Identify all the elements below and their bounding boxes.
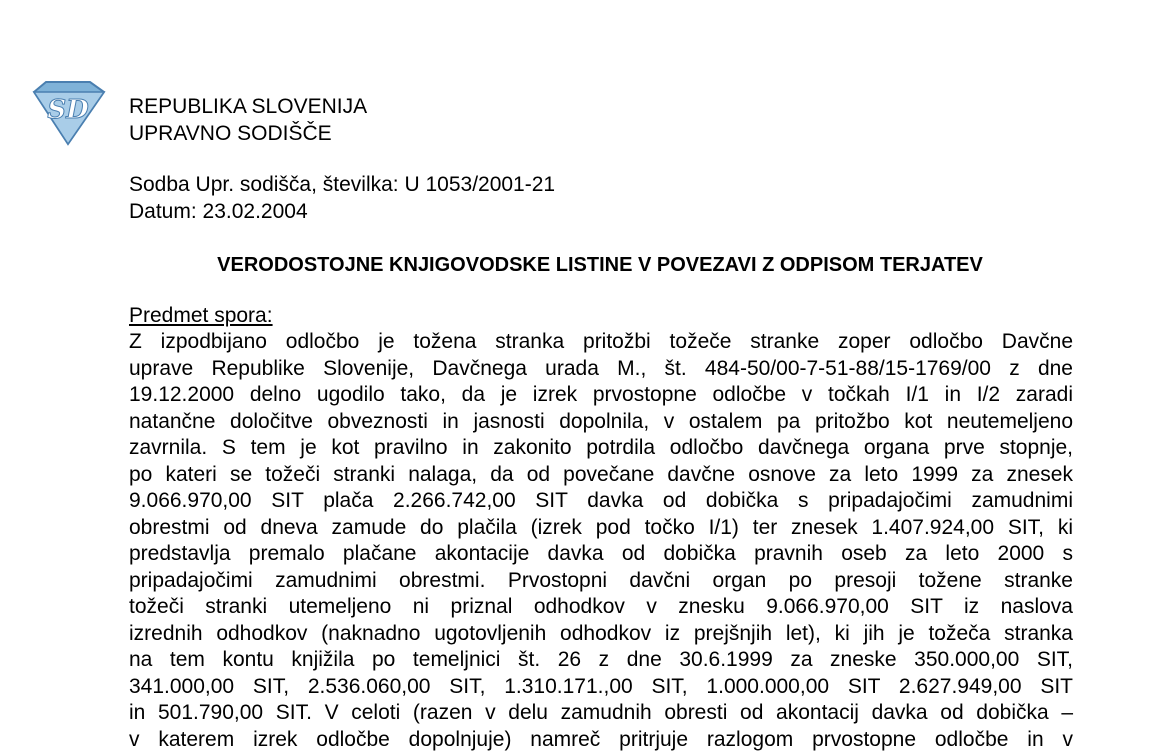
- header-country: REPUBLIKA SLOVENIJA: [129, 93, 367, 120]
- document-meta: [129, 171, 555, 225]
- body-line: predstavlja premalo plačane akontacije davka od dobička pravnih oseb za leto 2000 s: [129, 541, 1073, 568]
- body-line: Z izpodbijano odločbo je tožena stranka pritožbi tožeče stranke zoper odločbo Davčne: [129, 329, 1073, 356]
- body-line: po kateri se tožeči stranki nalaga, da od povečane davčne osnove za leto 1999 za znesek: [129, 462, 1073, 489]
- body-line: natančne določitve obveznosti in jasnosti dopolnila, v ostalem pa pritožbo kot neutemeljeno: [129, 409, 1073, 436]
- body-line: zavrnila. S tem je kot pravilno in zakonito potrdila odločbo davčnega organa prve stopnje,: [129, 435, 1073, 462]
- document-title: VERODOSTOJNE KNJIGOVODSKE LISTINE V POVEZAVI Z ODPISOM TERJATEV: [0, 252, 1157, 278]
- body-line: pripadajočimi zamudnimi obrestmi. Prvostopni davčni organ po presoji tožene stranke: [129, 568, 1073, 595]
- section-label: Predmet spora:: [129, 303, 273, 329]
- body-line: na tem kontu knjižila po temeljnici št. 26 z dne 30.6.1999 za zneske 350.000,00 SIT,: [129, 647, 1073, 674]
- body-line: tožeči stranki utemeljeno ni priznal odhodkov v znesku 9.066.970,00 SIT iz naslova: [129, 594, 1073, 621]
- body-line: v katerem izrek odločbe dopolnjuje) namreč pritrjuje razlogom prvostopne odločbe in v: [129, 727, 1073, 753]
- body-paragraph: [129, 329, 1073, 753]
- header-court: UPRAVNO SODIŠČE: [129, 120, 367, 147]
- court-logo-icon: [26, 78, 110, 148]
- case-number: Sodba Upr. sodišča, številka: U 1053/2001-21: [129, 171, 555, 198]
- court-header: [129, 93, 367, 147]
- body-line: 341.000,00 SIT, 2.536.060,00 SIT, 1.310.171.,00 SIT, 1.000.000,00 SIT 2.627.949,00 SIT: [129, 674, 1073, 701]
- body-line: 9.066.970,00 SIT plača 2.266.742,00 SIT davka od dobička s pripadajočimi zamudnimi: [129, 488, 1073, 515]
- body-line: uprave Republike Slovenije, Davčnega urada M., št. 484-50/00-7-51-88/15-1769/00 z dne: [129, 356, 1073, 383]
- body-line: izrednih odhodkov (naknadno ugotovljenih odhodkov iz prejšnjih let), ki jih je tožeča stranka: [129, 621, 1073, 648]
- body-line: obrestmi od dneva zamude do plačila (izrek pod točko I/1) ter znesek 1.407.924,00 SIT, ki: [129, 515, 1073, 542]
- document-date: Datum: 23.02.2004: [129, 198, 555, 225]
- logo-monogram: SD: [47, 95, 89, 125]
- body-line: 19.12.2000 delno ugodilo tako, da je izrek prvostopne odločbe v točkah I/1 in I/2 zaradi: [129, 382, 1073, 409]
- body-line: in 501.790,00 SIT. V celoti (razen v delu zamudnih obresti od akontacij davka od dobička –: [129, 700, 1073, 727]
